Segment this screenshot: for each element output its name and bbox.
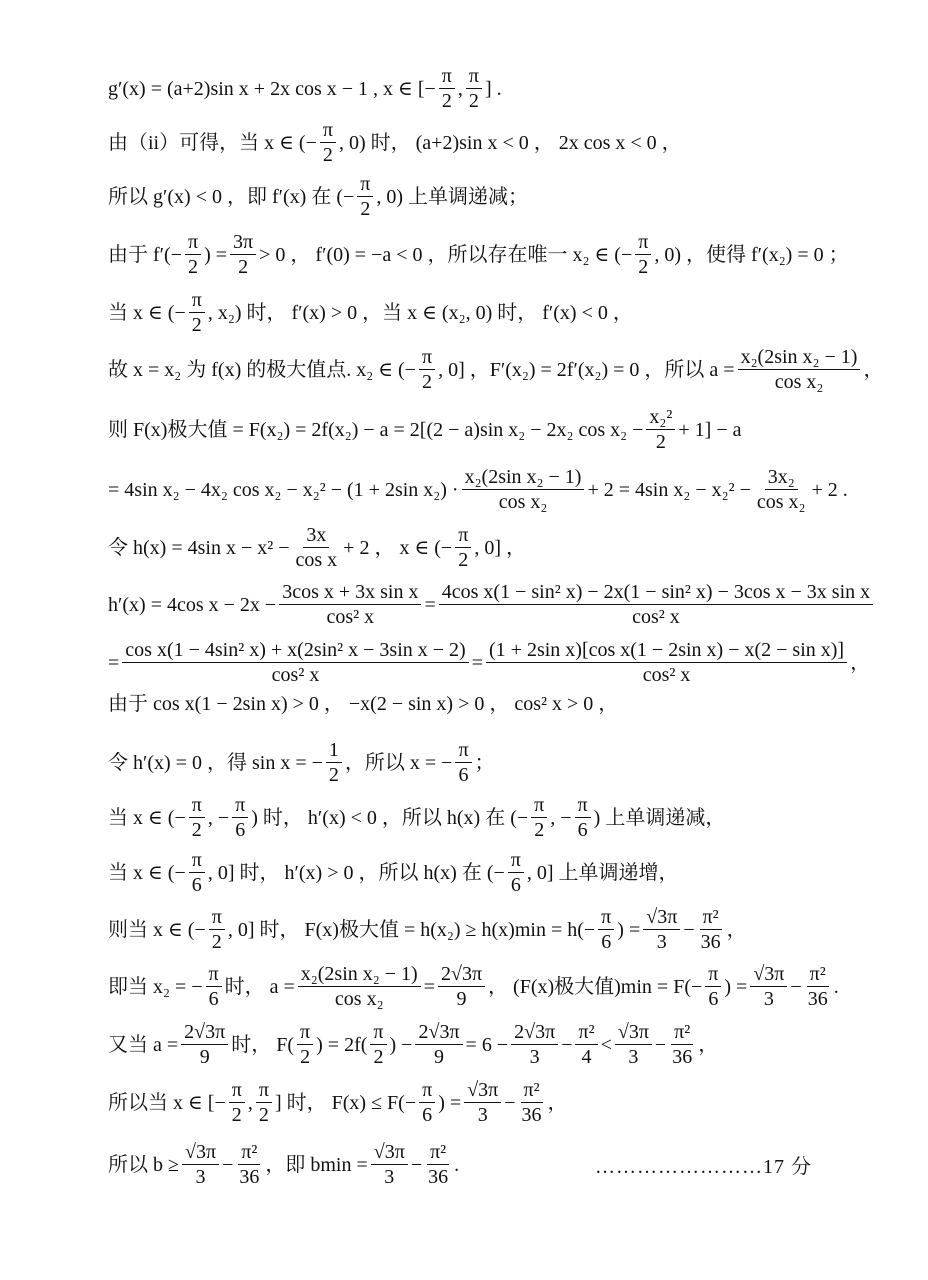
- fraction: [230, 230, 256, 279]
- fraction-numerator: π²: [807, 962, 829, 987]
- text-segment: 所以当 x ∈ [−: [108, 1091, 226, 1114]
- fraction: [370, 1020, 386, 1069]
- text-segment: + 2 = 4sin x₂ − x₂² −: [587, 478, 751, 501]
- fraction-denominator: 2: [211, 931, 222, 953]
- text-segment: ] .: [484, 77, 502, 100]
- text-segment: 时， a =: [224, 975, 295, 998]
- fraction-numerator: π: [419, 345, 435, 370]
- fraction-numerator: π: [232, 793, 248, 818]
- text-segment: , 0) ，使得 f′(x₂) = 0 ；: [654, 243, 849, 266]
- text-segment: + 2 ， x ∈ (−: [343, 536, 453, 559]
- math-line-13: [108, 738, 495, 787]
- fraction-numerator: x₂(2sin x₂ − 1): [462, 465, 585, 490]
- text-segment: <: [600, 1033, 612, 1056]
- fraction: [419, 345, 435, 394]
- fraction-denominator: 3: [477, 1104, 488, 1126]
- fraction-numerator: π: [206, 962, 222, 987]
- fraction-denominator: 2: [191, 819, 202, 841]
- text-segment: ] 时， F(x) ≤ F(−: [274, 1091, 417, 1114]
- fraction-denominator: 36: [428, 1166, 449, 1188]
- text-segment: ，: [698, 1033, 719, 1056]
- text-segment: = 4sin x₂ − 4x₂ cos x₂ − x₂² − (1 + 2sin x₂) ·: [108, 478, 459, 501]
- fraction-numerator: π: [531, 793, 547, 818]
- fraction-denominator: 6: [601, 931, 612, 953]
- fraction: [750, 962, 787, 1011]
- text-segment: , −: [550, 806, 572, 829]
- fraction: [181, 1020, 228, 1069]
- fraction-numerator: 3π: [230, 230, 256, 255]
- fraction: [466, 64, 482, 113]
- fraction-denominator: 2: [258, 1104, 269, 1126]
- fraction-denominator: 6: [708, 988, 719, 1010]
- fraction-numerator: π: [297, 1020, 313, 1045]
- fraction: [519, 1078, 545, 1127]
- fraction-numerator: π: [320, 118, 336, 143]
- math-line-11: [108, 638, 870, 687]
- text-segment: =: [108, 651, 120, 674]
- fraction-numerator: π: [189, 793, 205, 818]
- fraction: [705, 962, 721, 1011]
- text-segment: ,: [457, 77, 463, 100]
- text-segment: 由于 f′(−: [108, 243, 182, 266]
- fraction-numerator: 2√3π: [511, 1020, 558, 1045]
- fraction: [439, 64, 455, 113]
- text-segment: + 2 .: [811, 478, 848, 501]
- fraction-numerator: 3cos x + 3x sin x: [279, 580, 421, 605]
- text-segment: 所以 b ≥: [108, 1153, 179, 1176]
- fraction-numerator: π: [705, 962, 721, 987]
- text-segment: ) 上单调递减，: [593, 806, 726, 829]
- fraction-denominator: 2: [468, 90, 479, 112]
- fraction: [293, 523, 341, 572]
- text-segment: 又当 a =: [108, 1033, 179, 1056]
- text-segment: ) 时， h′(x) < 0 ，所以 h(x) 在 (−: [251, 806, 529, 829]
- text-segment: g′(x) = (a+2)sin x + 2x cos x − 1 , x ∈ [−: [108, 77, 436, 100]
- math-line-16: [108, 905, 747, 954]
- fraction: [643, 905, 680, 954]
- fraction-denominator: 36: [807, 988, 828, 1010]
- text-segment: , 0] 时， F(x)极大值 = h(x₂) ≥ h(x)min = h(−: [227, 918, 596, 941]
- fraction-numerator: π²: [427, 1140, 449, 1165]
- text-segment: 则当 x ∈ (−: [108, 918, 206, 941]
- fraction-numerator: π: [439, 64, 455, 89]
- fraction-numerator: √3π: [182, 1140, 219, 1165]
- fraction-denominator: 2: [655, 431, 666, 453]
- fraction-numerator: π²: [238, 1140, 260, 1165]
- math-line-15: [108, 848, 679, 897]
- fraction: [531, 793, 547, 842]
- fraction: [298, 962, 421, 1011]
- text-segment: 时， F(: [231, 1033, 295, 1056]
- fraction: [438, 962, 485, 1011]
- fraction-numerator: 2√3π: [181, 1020, 228, 1045]
- fraction-denominator: 6: [458, 764, 469, 786]
- fraction-denominator: 36: [239, 1166, 260, 1188]
- fraction-denominator: cos² x: [632, 606, 680, 628]
- text-segment: ，: [863, 358, 884, 381]
- text-segment: 当 x ∈ (−: [108, 301, 186, 324]
- fraction-denominator: 2: [322, 144, 333, 166]
- fraction-numerator: 4cos x(1 − sin² x) − 2x(1 − sin² x) − 3cos x − 3x sin x: [439, 580, 873, 605]
- fraction-numerator: x₂²: [646, 405, 675, 430]
- math-line-6: [108, 345, 883, 394]
- fraction-denominator: 2: [328, 764, 339, 786]
- fraction-denominator: 2: [534, 819, 545, 841]
- math-line-3: [108, 172, 528, 221]
- fraction: [486, 638, 847, 687]
- text-segment: ，: [547, 1091, 568, 1114]
- fraction: [508, 848, 524, 897]
- fraction: [511, 1020, 558, 1069]
- math-line-17: [108, 962, 839, 1011]
- fraction: [455, 738, 471, 787]
- fraction: [232, 793, 248, 842]
- fraction-numerator: cos x(1 − 4sin² x) + x(2sin² x − 3sin x − 2): [122, 638, 468, 663]
- math-line-10: [108, 580, 876, 629]
- fraction-denominator: 6: [235, 819, 246, 841]
- fraction-numerator: (1 + 2sin x)[cos x(1 − 2sin x) − x(2 − sin x)]: [486, 638, 847, 663]
- fraction: [669, 1020, 695, 1069]
- fraction-denominator: 9: [434, 1046, 444, 1068]
- text-segment: .: [833, 975, 839, 998]
- fraction: [419, 1078, 435, 1127]
- fraction-denominator: 9: [199, 1046, 210, 1068]
- text-segment: −: [561, 1033, 573, 1056]
- fraction-denominator: 3: [763, 988, 774, 1010]
- text-segment: ， (F(x)极大值)min = F(−: [488, 975, 703, 998]
- text-segment: −: [504, 1091, 516, 1114]
- fraction-denominator: 9: [456, 988, 467, 1010]
- fraction-denominator: 4: [581, 1046, 592, 1068]
- text-segment: =: [424, 593, 436, 616]
- fraction-numerator: π: [185, 230, 201, 255]
- fraction-numerator: π: [229, 1078, 245, 1103]
- text-segment: ，: [726, 918, 747, 941]
- fraction-denominator: 36: [521, 1104, 542, 1126]
- text-segment: ,: [247, 1091, 253, 1114]
- fraction: [575, 1020, 597, 1069]
- math-line-12: [108, 690, 618, 718]
- fraction-denominator: 3: [384, 1166, 395, 1188]
- text-segment: ) =: [438, 1091, 462, 1114]
- text-segment: ) = 2f(: [316, 1033, 368, 1056]
- fraction: [357, 172, 373, 221]
- fraction-numerator: 2√3π: [438, 962, 485, 987]
- fraction-denominator: 3: [195, 1166, 206, 1188]
- text-segment: ；: [474, 751, 495, 774]
- fraction-denominator: cos x₂: [498, 491, 548, 513]
- fraction-denominator: 6: [510, 874, 521, 896]
- fraction: [185, 230, 201, 279]
- text-segment: 由于 cos x(1 − 2sin x) > 0 ， −x(2 − sin x) > 0 ， cos² x > 0 ，: [108, 693, 619, 715]
- fraction-numerator: π²: [700, 905, 722, 930]
- fraction: [189, 848, 205, 897]
- fraction: [209, 905, 225, 954]
- fraction: [189, 793, 205, 842]
- text-segment: , 0] ，: [474, 536, 526, 559]
- text-segment: > 0 ， f′(0) = −a < 0 ，所以存在唯一 x₂ ∈ (−: [259, 243, 633, 266]
- fraction: [439, 580, 873, 629]
- math-line-7: [108, 405, 742, 454]
- fraction-denominator: 6: [577, 819, 588, 841]
- fraction-numerator: π: [466, 64, 482, 89]
- fraction-numerator: π: [455, 523, 471, 548]
- fraction-denominator: 36: [700, 931, 721, 953]
- fraction-numerator: π: [419, 1078, 435, 1103]
- fraction: [189, 288, 205, 337]
- math-line-19: [108, 1078, 568, 1127]
- fraction-denominator: 2: [638, 256, 649, 278]
- fraction: [122, 638, 468, 687]
- text-segment: h′(x) = 4cos x − 2x −: [108, 593, 277, 616]
- text-segment: , 0] ，F′(x₂) = 2f′(x₂) = 0 ，所以 a =: [438, 358, 735, 381]
- fraction-numerator: π²: [575, 1020, 597, 1045]
- math-line-8: [108, 465, 848, 514]
- fraction: [575, 793, 591, 842]
- fraction-numerator: √3π: [371, 1140, 408, 1165]
- text-segment: , x₂) 时， f′(x) > 0 ，当 x ∈ (x₂, 0) 时， f′(x) < 0 ，: [207, 301, 633, 324]
- fraction-numerator: π: [635, 230, 651, 255]
- text-segment: , 0) 上单调递减；: [376, 185, 529, 208]
- text-segment: −: [222, 1153, 234, 1176]
- fraction: [182, 1140, 219, 1189]
- fraction-numerator: 2√3π: [415, 1020, 462, 1045]
- fraction-denominator: cos x: [295, 549, 338, 571]
- text-segment: −: [410, 1153, 423, 1176]
- fraction-denominator: cos x₂: [756, 491, 806, 513]
- text-segment: =: [471, 651, 483, 674]
- text-segment: 令 h′(x) = 0 ，得 sin x = −: [108, 751, 323, 774]
- math-line-9: [108, 523, 526, 572]
- text-segment: 由（ii）可得，当 x ∈ (−: [108, 131, 317, 154]
- fraction-numerator: √3π: [615, 1020, 652, 1045]
- text-segment: , 0] 上单调递增，: [526, 861, 679, 884]
- fraction: [320, 118, 336, 167]
- fraction-denominator: 2: [191, 314, 202, 336]
- text-segment: .: [454, 1153, 460, 1176]
- fraction-denominator: 3: [628, 1046, 639, 1068]
- math-line-18: [108, 1020, 718, 1069]
- fraction-denominator: 2: [231, 1104, 242, 1126]
- text-segment: = 6 −: [465, 1033, 509, 1056]
- fraction-denominator: 2: [422, 371, 432, 393]
- fraction-numerator: x₂(2sin x₂ − 1): [298, 962, 421, 987]
- fraction-numerator: √3π: [464, 1078, 501, 1103]
- math-line-14: [108, 793, 725, 842]
- fraction: [615, 1020, 652, 1069]
- fraction-denominator: 3: [529, 1046, 540, 1068]
- fraction: [297, 1020, 313, 1069]
- fraction-numerator: π: [598, 905, 614, 930]
- fraction: [462, 465, 585, 514]
- fraction: [754, 465, 809, 514]
- fraction-numerator: π²: [671, 1020, 693, 1045]
- text-segment: ) =: [617, 918, 641, 941]
- fraction: [646, 405, 675, 454]
- text-segment: 所以 g′(x) < 0 ，即 f′(x) 在 (−: [108, 185, 355, 208]
- fraction: [279, 580, 421, 629]
- fraction: [698, 905, 724, 954]
- text-segment: ，: [850, 651, 871, 674]
- text-segment: −: [790, 975, 802, 998]
- fraction-denominator: cos x₂: [774, 371, 824, 393]
- fraction: [805, 962, 831, 1011]
- text-segment: ，即 bmin =: [265, 1153, 368, 1176]
- math-line-5: [108, 288, 633, 337]
- fraction: [206, 962, 222, 1011]
- fraction-numerator: π: [575, 793, 591, 818]
- fraction: [738, 345, 861, 394]
- fraction: [415, 1020, 462, 1069]
- fraction-numerator: 1: [326, 738, 342, 763]
- fraction-denominator: 2: [441, 90, 452, 112]
- fraction: [229, 1078, 245, 1127]
- fraction-numerator: 3x₂: [765, 465, 798, 490]
- fraction-denominator: cos x₂: [334, 988, 384, 1010]
- fraction-denominator: 2: [360, 198, 371, 220]
- text-segment: 则 F(x)极大值 = F(x₂) = 2f(x₂) − a = 2[(2 − a)sin x₂ − 2x₂ cos x₂ −: [108, 418, 644, 441]
- fraction: [598, 905, 614, 954]
- fraction-denominator: 2: [188, 256, 199, 278]
- fraction-denominator: 6: [208, 988, 219, 1010]
- text-segment: ) −: [389, 1033, 413, 1056]
- fraction-numerator: π: [357, 172, 373, 197]
- math-line-1: [108, 64, 502, 113]
- fraction-denominator: 36: [672, 1046, 693, 1068]
- text-segment: −: [683, 918, 695, 941]
- fraction: [635, 230, 651, 279]
- fraction: [371, 1140, 408, 1189]
- fraction-numerator: √3π: [643, 905, 680, 930]
- fraction: [326, 738, 342, 787]
- fraction-denominator: cos² x: [326, 606, 375, 628]
- text-segment: ) =: [724, 975, 748, 998]
- fraction: [425, 1140, 451, 1189]
- fraction-numerator: 3x: [303, 523, 329, 548]
- math-line-4: [108, 230, 849, 279]
- fraction-numerator: π: [508, 848, 524, 873]
- fraction: [464, 1078, 501, 1127]
- fraction-numerator: π: [209, 905, 225, 930]
- fraction-denominator: 3: [656, 931, 667, 953]
- fraction-numerator: π: [370, 1020, 386, 1045]
- score-mark: ……………………17 分: [595, 1156, 812, 1178]
- fraction-denominator: cos² x: [271, 664, 320, 686]
- text-segment: 当 x ∈ (−: [108, 806, 186, 829]
- math-line-20: [108, 1140, 459, 1189]
- text-segment: 当 x ∈ (−: [108, 861, 186, 884]
- text-segment: ，所以 x = −: [344, 751, 453, 774]
- text-segment: , 0) 时， (a+2)sin x < 0 ， 2x cos x < 0 ，: [338, 131, 682, 154]
- fraction-numerator: π²: [521, 1078, 543, 1103]
- math-line-2: [108, 118, 682, 167]
- text-segment: + 1] − a: [678, 418, 742, 441]
- fraction-denominator: 2: [238, 256, 249, 278]
- fraction-numerator: √3π: [750, 962, 787, 987]
- fraction: [236, 1140, 262, 1189]
- fraction-denominator: 2: [373, 1046, 384, 1068]
- text-segment: 故 x = x₂ 为 f(x) 的极大值点. x₂ ∈ (−: [108, 358, 416, 381]
- text-segment: ) =: [204, 243, 228, 266]
- fraction-denominator: 2: [300, 1046, 311, 1068]
- fraction-numerator: π: [189, 288, 205, 313]
- fraction-numerator: π: [256, 1078, 272, 1103]
- text-segment: , 0] 时， h′(x) > 0 ，所以 h(x) 在 (−: [207, 861, 505, 884]
- fraction-numerator: π: [189, 848, 205, 873]
- fraction-denominator: cos² x: [642, 664, 691, 686]
- fraction: [455, 523, 471, 572]
- fraction-denominator: 2: [458, 549, 469, 571]
- fraction-numerator: x₂(2sin x₂ − 1): [738, 345, 861, 370]
- text-segment: , −: [207, 806, 230, 829]
- fraction-denominator: 6: [422, 1104, 433, 1126]
- text-segment: −: [654, 1033, 667, 1056]
- fraction-numerator: π: [455, 738, 471, 763]
- fraction: [256, 1078, 272, 1127]
- fraction-denominator: 6: [191, 874, 202, 896]
- text-segment: =: [423, 975, 435, 998]
- text-segment: 即当 x₂ = −: [108, 975, 203, 998]
- text-segment: 令 h(x) = 4sin x − x² −: [108, 536, 290, 559]
